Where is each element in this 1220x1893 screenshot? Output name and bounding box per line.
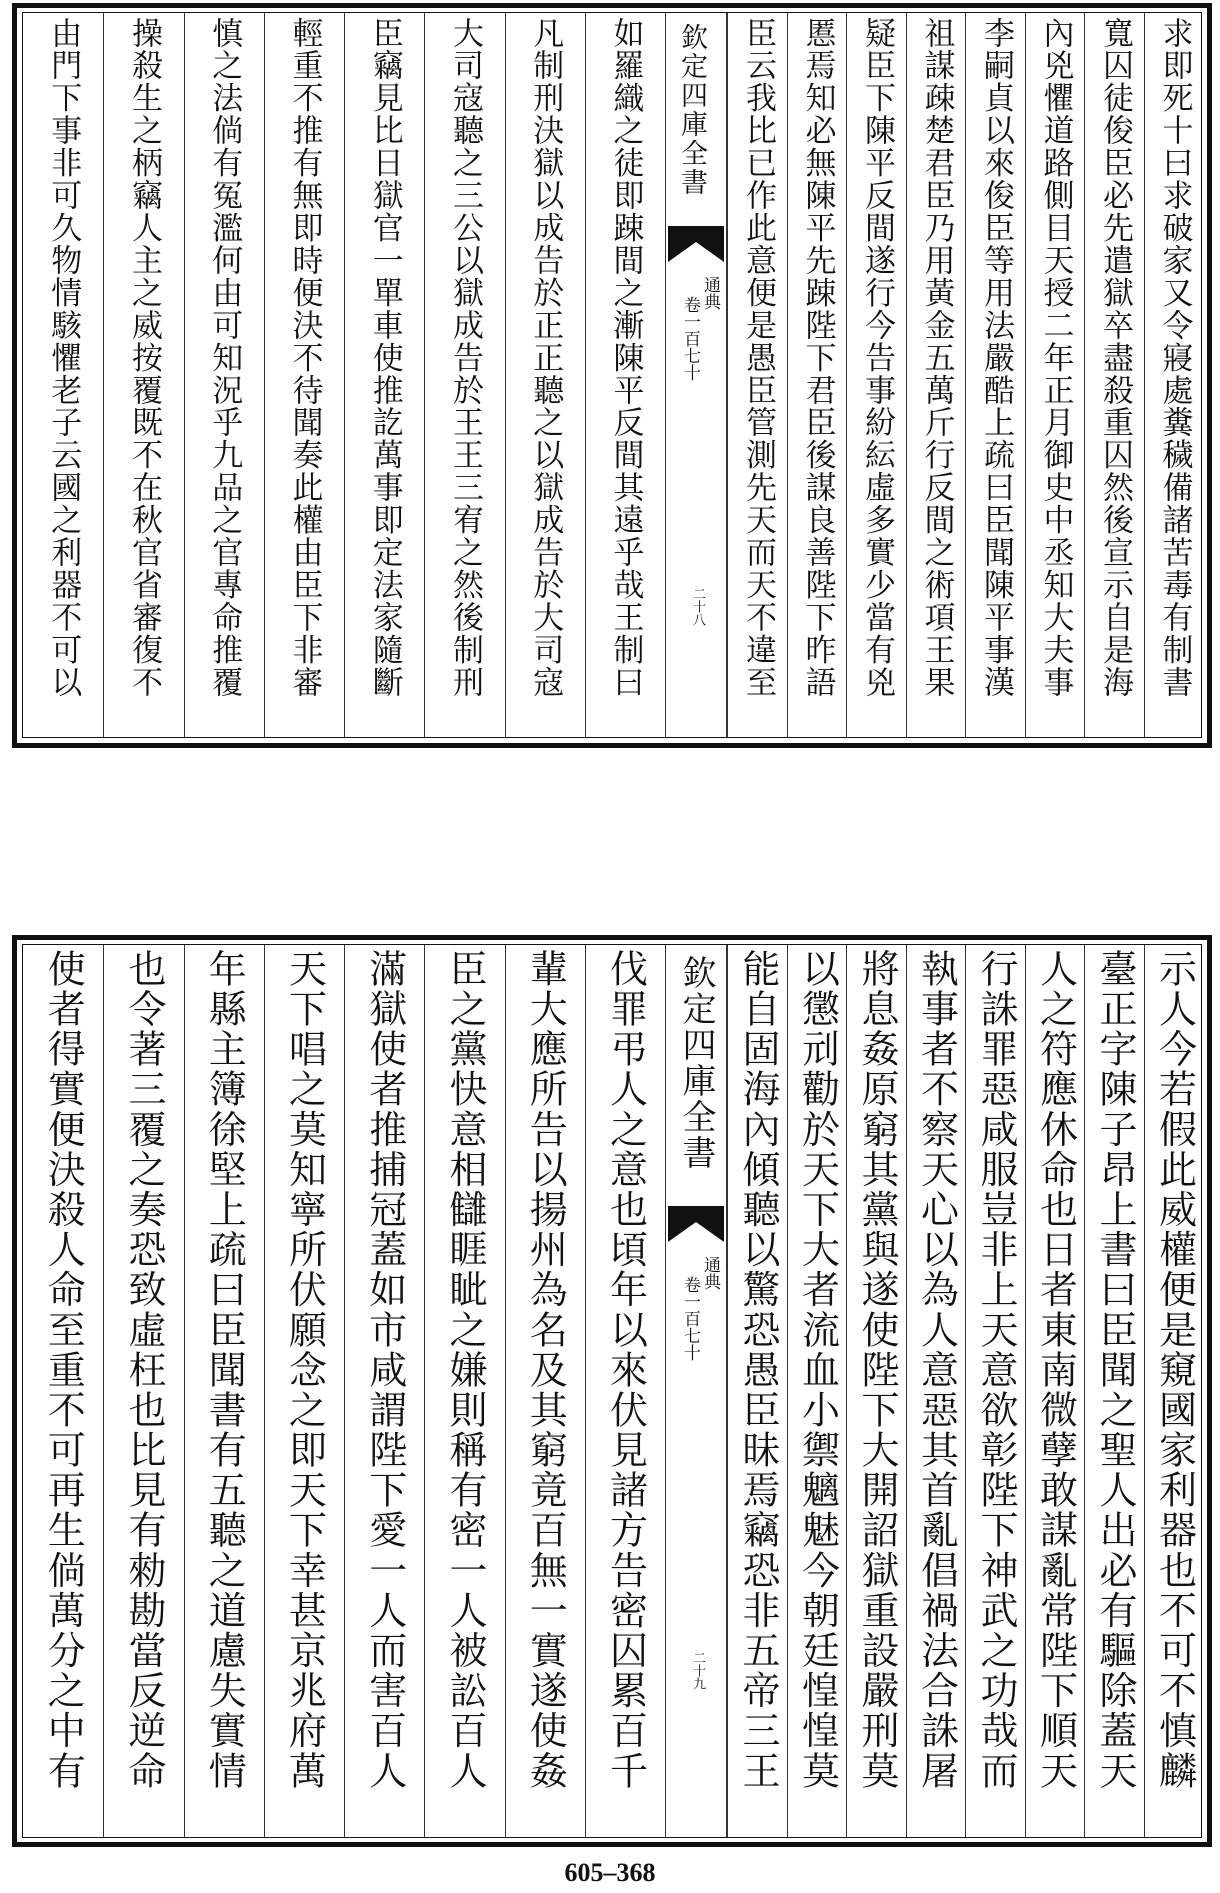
text-column [965, 945, 1025, 1837]
column-text: 內兇懼道路側目天授二年正月御史中丞知大夫事 [1037, 17, 1074, 699]
book-series-title: 欽定四庫全書 [676, 955, 716, 1171]
column-text: 臣云我比已作此意便是愚臣管測先天而天不違至 [740, 17, 776, 699]
text-column [1025, 13, 1085, 737]
column-text: 慎之法倘有冤濫何由可知況乎九品之官專命推覆 [206, 17, 243, 699]
inner-border [22, 12, 1202, 738]
column-text: 行誅罪惡咸服豈非上天意欲彰陛下神武之功哉而 [974, 949, 1018, 1791]
text-column [906, 13, 966, 737]
book-name: 通典 [700, 1256, 720, 1290]
column-text: 臣竊見比日獄官一單車使推訖萬事即定法家隨斷 [366, 17, 403, 699]
center-margin-column [665, 945, 727, 1837]
column-text: 祖謀疎楚君臣乃用黃金五萬斤行反間之術項王果 [918, 17, 955, 699]
text-column [424, 945, 504, 1837]
column-text: 操殺生之柄竊人主之威按覆既不在秋官省審復不 [126, 17, 162, 699]
top-page [0, 0, 1220, 930]
text-column [1025, 945, 1085, 1837]
text-column [344, 945, 424, 1837]
fishtail-mark-icon [666, 224, 726, 264]
text-column [585, 13, 665, 737]
text-column [1084, 945, 1144, 1837]
volume-label: 卷一百七十 [680, 296, 700, 381]
bottom-page [0, 935, 1220, 1865]
text-column [1084, 13, 1144, 737]
text-column [103, 13, 183, 737]
text-column [787, 13, 847, 737]
text-column [846, 945, 906, 1837]
text-column [424, 13, 504, 737]
text-column [184, 13, 264, 737]
text-column [727, 13, 787, 737]
column-text: 伐罪弔人之意也頃年以來伏見諸方告密囚累百千 [603, 949, 648, 1791]
column-text: 能自固海內傾聽以驚恐愚臣昧焉竊恐非五帝三王 [736, 949, 780, 1791]
column-text: 臺正字陳子昂上書曰臣聞之聖人出必有驅除蓋天 [1093, 949, 1137, 1791]
folio-number: 二十八 [690, 587, 705, 626]
column-text: 也令著三覆之奏恐致虛枉也比見有勑勘當反逆命 [122, 949, 166, 1791]
column-text: 年縣主簿徐堅上疏曰臣聞書有五聽之道慮失實情 [202, 949, 247, 1791]
text-column [184, 945, 264, 1837]
text-column [585, 945, 665, 1837]
column-text: 李嗣貞以來俊臣等用法嚴酷上疏曰臣聞陳平事漢 [978, 17, 1014, 699]
page-number: 605–368 [564, 1858, 656, 1887]
column-text: 大司寇聽之三公以獄成告於王王三宥之然後制刑 [447, 17, 483, 699]
text-column [727, 945, 787, 1837]
volume-label: 卷一百七十 [680, 1276, 700, 1361]
text-column [906, 945, 966, 1837]
column-text: 寬囚徒俊臣必先遣獄卒盡殺重囚然後宣示自是海 [1097, 17, 1133, 699]
text-column [787, 945, 847, 1837]
column-text: 凡制刑決獄以成告於正正聽之以獄成告於大司寇 [527, 17, 564, 699]
column-text: 以懲刓勸於天下大者流血小禦魑魅今朝廷惶惶莫 [795, 949, 840, 1791]
book-name: 通典 [700, 276, 720, 310]
column-text: 由門下事非可久物情駭懼老子云國之利器不可以 [45, 17, 82, 699]
folio-number: 二十九 [690, 1651, 705, 1690]
text-column [846, 13, 906, 737]
text-column [344, 13, 424, 737]
text-column [505, 13, 585, 737]
book-series-title: 欽定四庫全書 [676, 23, 707, 197]
column-text: 示人今若假此威權便是窺國家利器也不可不慎麟 [1152, 949, 1197, 1791]
column-text: 天下唱之莫知寧所伏願念之即天下幸甚京兆府萬 [282, 949, 327, 1791]
column-text: 疑臣下陳平反間遂行今告事紛紜虛多實少當有兇 [859, 17, 895, 699]
text-column [1144, 945, 1204, 1837]
column-text: 將息姦原窮其黨與遂使陛下大開詔獄重設嚴刑莫 [855, 949, 899, 1791]
text-column [23, 945, 103, 1837]
column-text: 輩大應所告以揚州為名及其窮竟百無一實遂使姦 [523, 949, 568, 1791]
text-column [264, 13, 344, 737]
column-text: 如羅織之徒即踈間之漸陳平反間其遠乎哉王制曰 [607, 17, 644, 699]
text-column [264, 945, 344, 1837]
fishtail-mark-icon [666, 1204, 726, 1244]
column-text: 使者得實便決殺人命至重不可再生倘萬分之中有 [41, 949, 86, 1791]
inner-border [22, 944, 1202, 1838]
column-text: 輕重不推有無即時便決不待聞奏此權由臣下非審 [286, 17, 323, 699]
column-text: 滿獄使者推捕冠蓋如市咸謂陛下愛一人而害百人 [362, 949, 407, 1791]
center-margin-column [665, 13, 727, 737]
column-text: 執事者不察天心以為人意惡其首亂倡禍法合誅屠 [914, 949, 959, 1791]
column-text: 慝焉知必無陳平先踈陛下君臣後謀良善陛下昨語 [799, 17, 836, 699]
text-column [103, 945, 183, 1837]
column-text: 人之符應休命也日者東南微孽敢謀亂常陛下順天 [1033, 949, 1078, 1791]
text-column [965, 13, 1025, 737]
text-column [505, 945, 585, 1837]
column-text: 求即死十曰求破家又令寢處糞穢備諸苦毒有制書 [1156, 17, 1193, 699]
column-text: 臣之黨快意相讎睚眦之嫌則稱有密一人被訟百人 [443, 949, 487, 1791]
text-column [23, 13, 103, 737]
text-column [1144, 13, 1204, 737]
